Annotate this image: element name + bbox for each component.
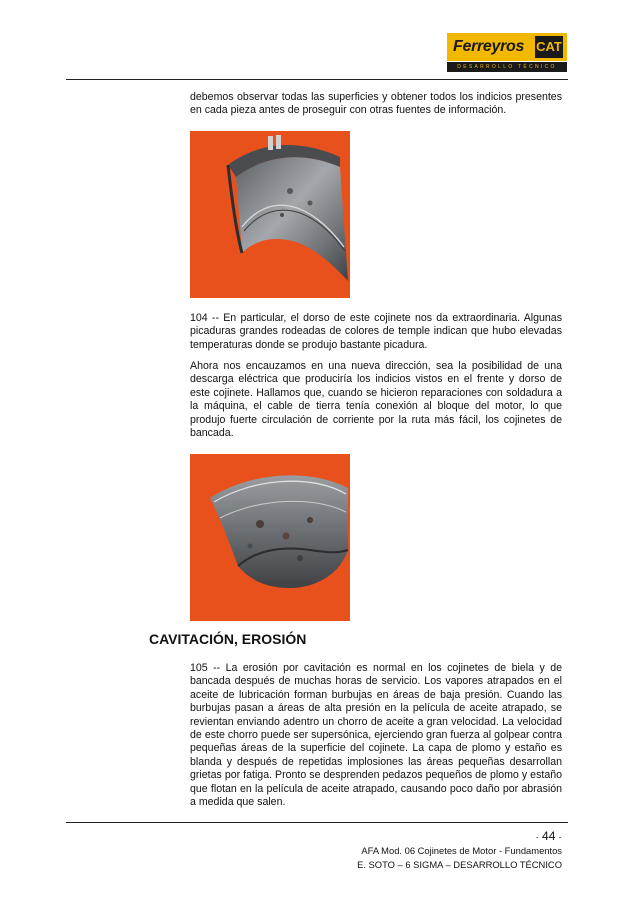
- logo-cat-text: CAT: [535, 36, 563, 58]
- paragraph-105: 105 -- La erosión por cavitación es normal en los cojinetes de biela y de bancada después de muchas horas de servicio. Los vapores atrapados en el aceite de lubricación forman burbujas en áreas de baja presión. Cuando las burbujas pasan a áreas de alta presión en la película de aceite atrapado, se revientan enviando adentro un chorro de aceite a gran velocidad. La velocidad de este chorro puede ser supersónica, ejerciendo gran fuerza al golpear contra pequeñas áreas de la superficie del cojinete. La capa de plomo y estaño es blanda y después de repetidas implosiones las áreas pequeñas desarrollan grietas por fatiga. Pronto se desprenden pedazos pequeños de plomo y estaño que flotan en la película de aceite atrapado, causando poco daño por abrasión a medida que salen.: [190, 662, 562, 809]
- footer-divider: [66, 822, 568, 823]
- footer-author-line: E. SOTO – 6 SIGMA – DESARROLLO TÉCNICO: [357, 859, 562, 870]
- bearing-shell-front-image: [190, 131, 350, 298]
- bearing-shell-back-image: [190, 454, 350, 621]
- page-number: [536, 829, 561, 843]
- header-divider: [66, 79, 568, 80]
- logo-brand-text: Ferreyros: [453, 38, 525, 55]
- bearing-photo-back: [190, 454, 350, 621]
- page-number-dash-left: -: [536, 832, 539, 842]
- intro-paragraph: debemos observar todas las superficies y obtener todos los indicios presentes en cada pieza antes de proseguir con otras fuentes de información.: [190, 91, 562, 117]
- logo-yellow-band: [447, 33, 567, 61]
- paragraph-104: 104 -- En particular, el dorso de este cojinete nos da extraordinaria. Algunas picaduras grandes rodeadas de colores de temple indican que hubo elevadas temperaturas donde se produjo bastante picadura.: [190, 312, 562, 351]
- logo-tagline: DESARROLLO TÉCNICO: [447, 62, 567, 72]
- section-heading-cavitacion: CAVITACIÓN, EROSIÓN: [149, 631, 307, 647]
- page-number-dash-right: -: [558, 832, 562, 842]
- paragraph-electric-discharge: Ahora nos encauzamos en una nueva dirección, sea la posibilidad de una descarga eléctrica que produciría los indicios vistos en el frente y dorso de este cojinete. Hallamos que, cuando se hicieron reparaciones con soldadura a la máquina, el cable de tierra tenía conexión al bloque del motor, lo que produjo fuerte circulación de corriente por la ruta más fácil, los cojinetes de bancada.: [190, 360, 562, 440]
- ferreyros-cat-logo: [447, 33, 567, 75]
- footer-module-line: AFA Mod. 06 Cojinetes de Motor - Fundamentos: [361, 845, 562, 856]
- page-number-value: 44: [542, 829, 556, 843]
- bearing-photo-front: [190, 131, 350, 298]
